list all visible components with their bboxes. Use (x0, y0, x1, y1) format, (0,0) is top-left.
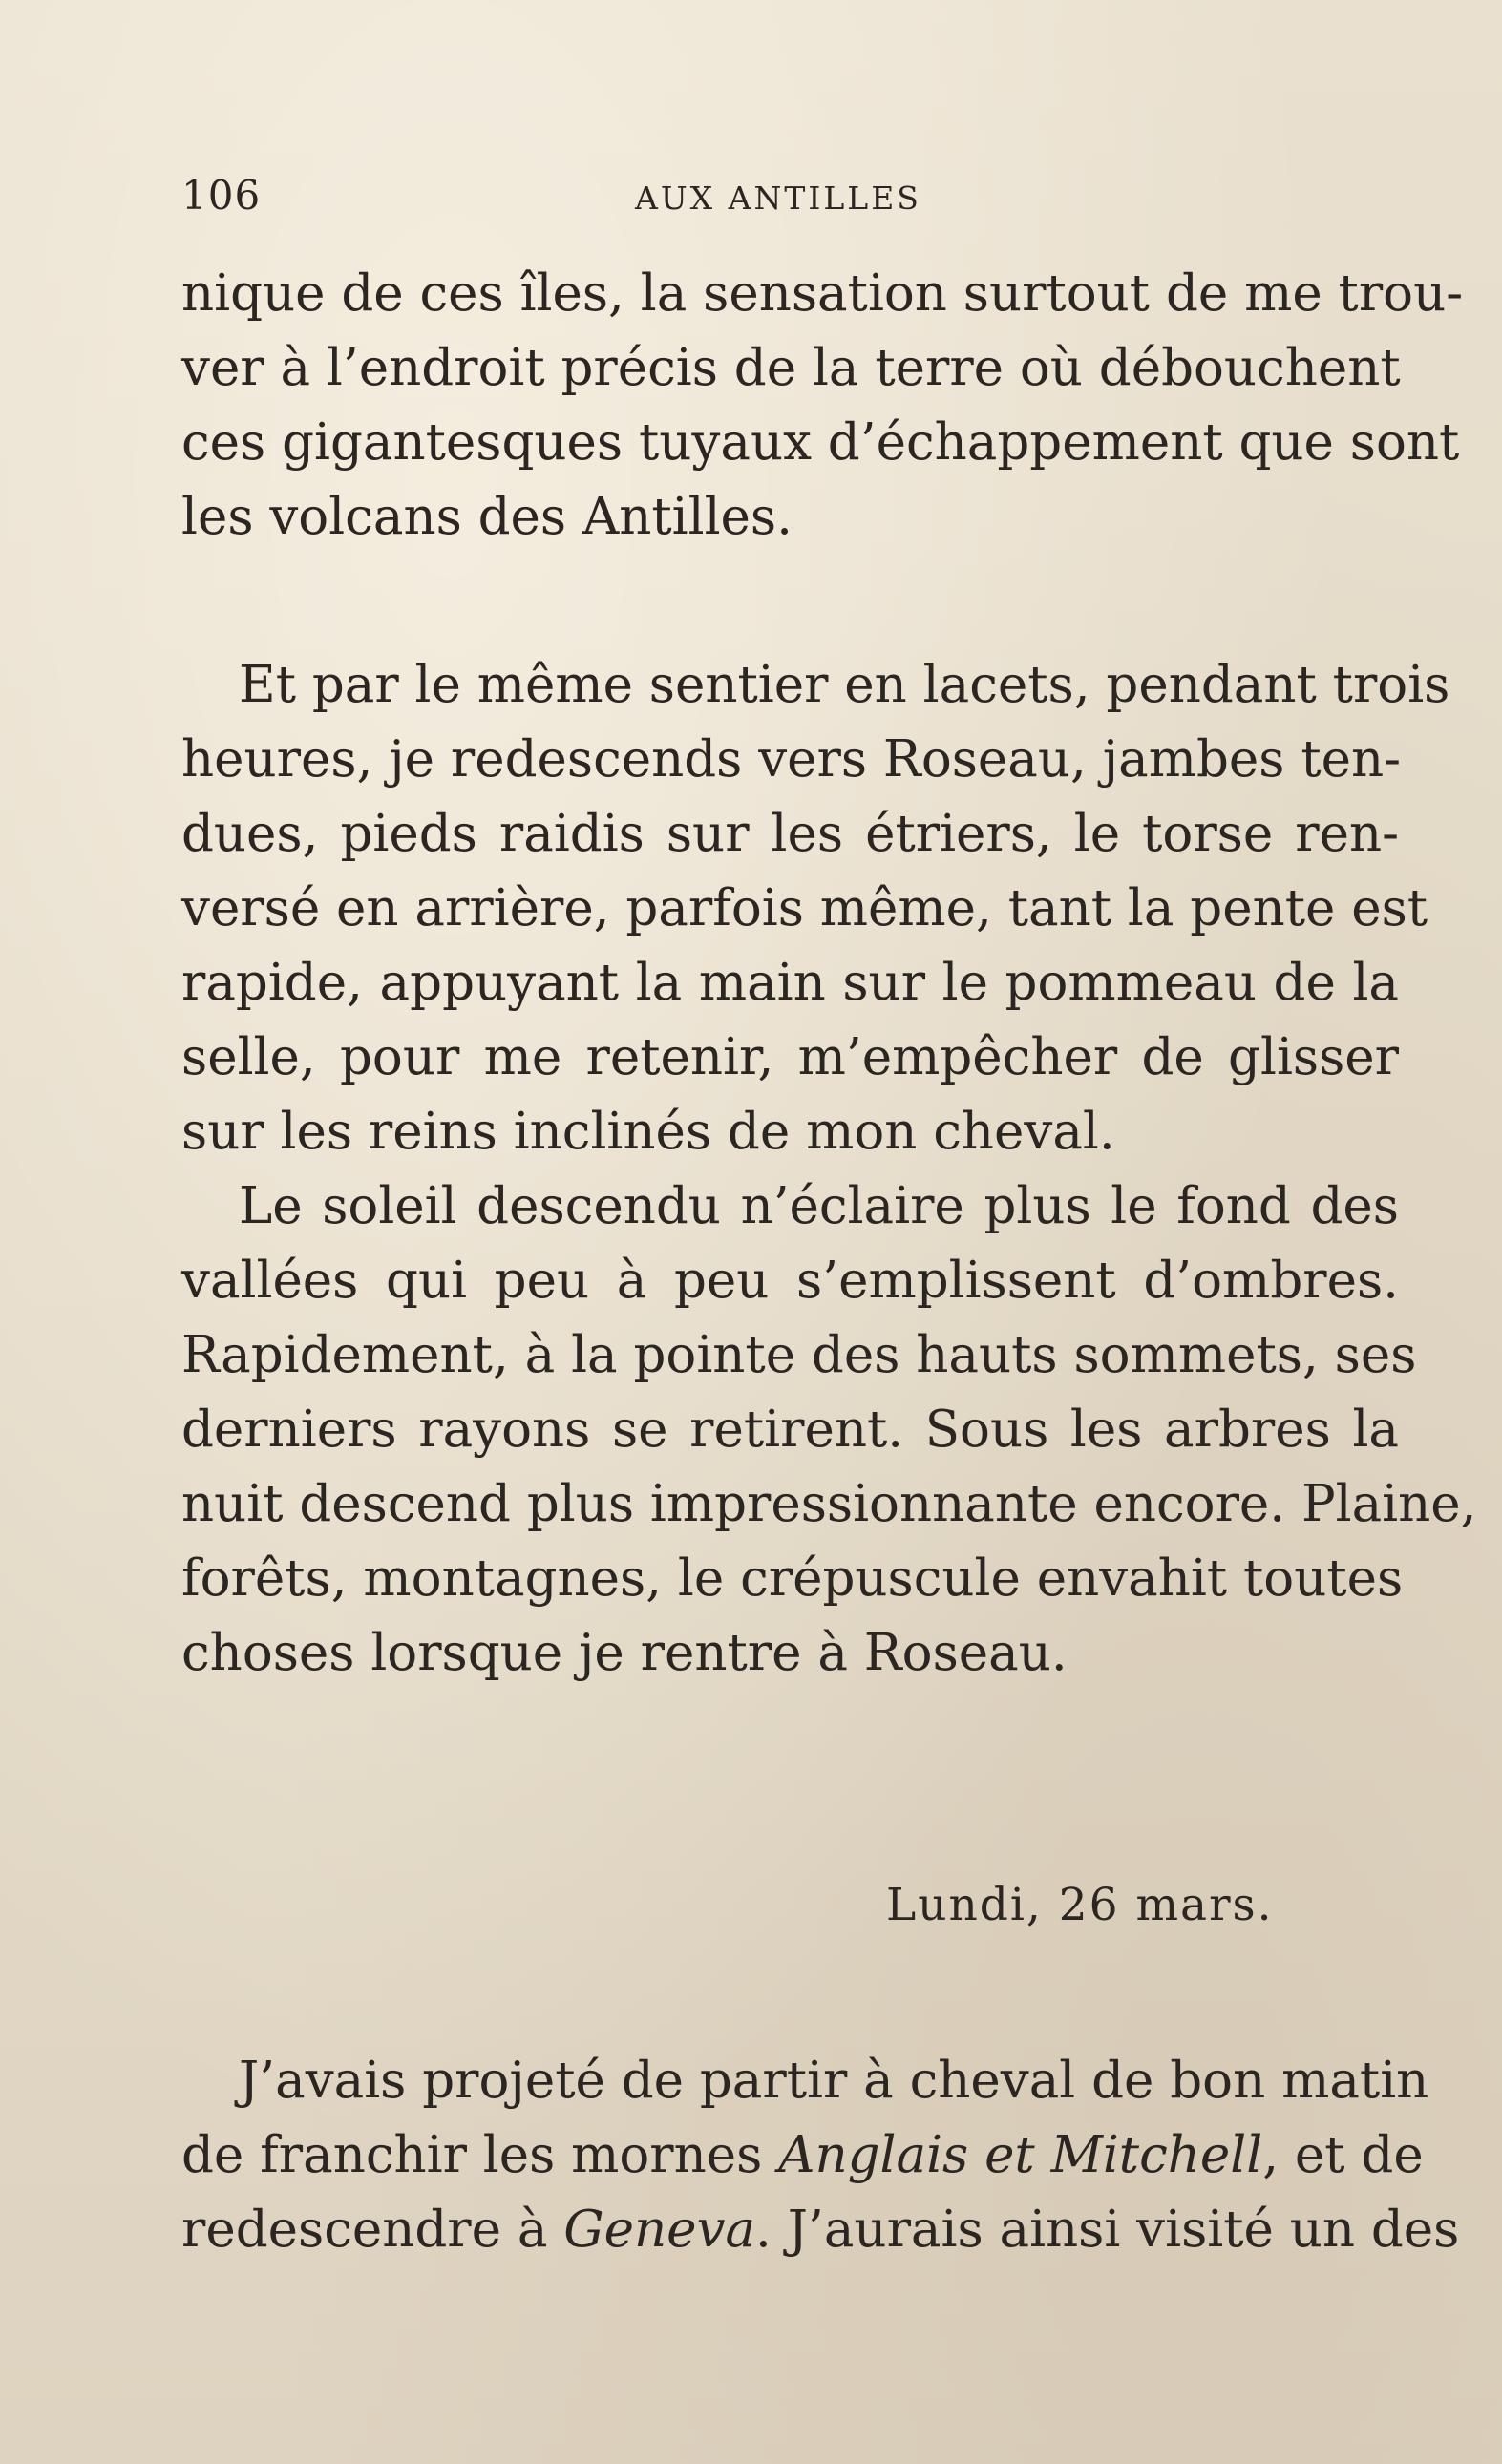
text-line: dues, pieds raidis sur les étriers, le torse ren- (181, 805, 1399, 863)
dateline: Lundi, 26 mars. (886, 1879, 1274, 1931)
text-line (181, 2126, 1424, 2184)
text-line: ces gigantesques tuyaux d’échappement que sont (181, 413, 1460, 472)
text-segment: redescendre à (181, 2201, 564, 2259)
page-number: 106 (181, 172, 262, 219)
text-line: Le soleil descendu n’éclaire plus le fond des (239, 1177, 1399, 1235)
text-line: nuit descend plus impressionnante encore. Plaine, (181, 1475, 1477, 1533)
text-segment: . J’aurais ainsi visité un des (755, 2201, 1460, 2259)
text-line: sur les reins inclinés de mon cheval. (181, 1103, 1115, 1161)
running-title: AUX ANTILLES (635, 179, 921, 217)
text-line: vallées qui peu à peu s’emplissent d’ombres. (181, 1252, 1399, 1310)
text-line: selle, pour me retenir, m’empêcher de glisser (181, 1028, 1399, 1086)
italic-place-names: Anglais et Mitchell (778, 2126, 1263, 2184)
text-line: Et par le même sentier en lacets, pendant trois (239, 656, 1450, 714)
text-line: heures, je redescends vers Roseau, jambes ten- (181, 730, 1402, 789)
page-header (181, 172, 1399, 220)
text-line: nique de ces îles, la sensation surtout de me trou- (181, 264, 1464, 323)
text-line (181, 2201, 1460, 2259)
text-segment: de franchir les mornes (181, 2126, 779, 2184)
text-line: choses lorsque je rentre à Roseau. (181, 1624, 1068, 1682)
text-line: J’avais projeté de partir à cheval de bon matin (239, 2052, 1429, 2110)
text-line: Rapidement, à la pointe des hauts sommets, ses (181, 1326, 1417, 1384)
text-line: les volcans des Antilles. (181, 488, 793, 546)
italic-place-name: Geneva (563, 2201, 756, 2259)
text-line: forêts, montagnes, le crépuscule envahit toutes (181, 1549, 1404, 1608)
text-line: rapide, appuyant la main sur le pommeau de la (181, 954, 1399, 1012)
text-line: versé en arrière, parfois même, tant la pente est (181, 879, 1428, 937)
text-line: ver à l’endroit précis de la terre où débouchent (181, 339, 1401, 397)
text-line: derniers rayons se retirent. Sous les arbres la (181, 1400, 1399, 1459)
text-segment: , et de (1262, 2126, 1424, 2184)
